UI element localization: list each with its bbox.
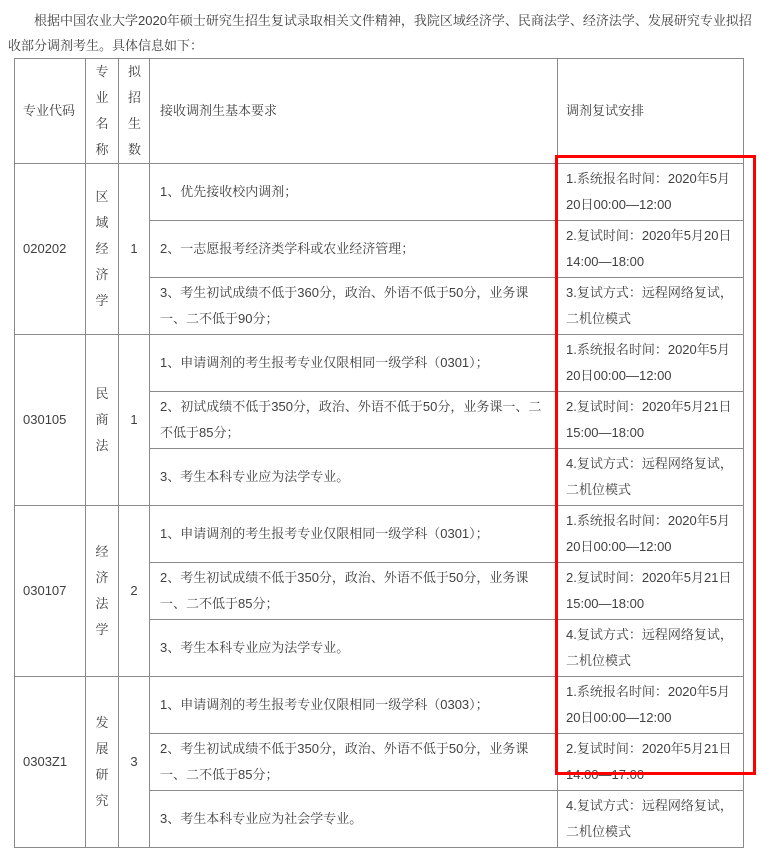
requirement-cell: 1、申请调剂的考生报考专业仅限相同一级学科（0301）；: [150, 335, 558, 392]
col-header-quota: 拟招生数: [119, 59, 150, 164]
major-name-cell: 经济法学: [86, 506, 119, 677]
arrangement-cell: 4.复试方式：远程网络复试，二机位模式: [558, 449, 744, 506]
arrangement-cell: 2.复试时间：2020年5月21日14:00—17:00: [558, 734, 744, 791]
transfer-info-table: [14, 58, 744, 848]
arrangement-cell: 2.复试时间：2020年5月21日15:00—18:00: [558, 392, 744, 449]
requirement-cell: 3、考生初试成绩不低于360分，政治、外语不低于50分，业务课一、二不低于90分；: [150, 278, 558, 335]
col-header-major-code: 专业代码: [15, 59, 86, 164]
arrangement-cell: 1.系统报名时间：2020年5月20日00:00—12:00: [558, 335, 744, 392]
quota-cell: 1: [119, 335, 150, 506]
major-name-cell: 发展研究: [86, 677, 119, 848]
requirement-cell: 3、考生本科专业应为社会学专业。: [150, 791, 558, 848]
major-code-cell: 030105: [15, 335, 86, 506]
arrangement-cell: 4.复试方式：远程网络复试，二机位模式: [558, 620, 744, 677]
arrangement-cell: 1.系统报名时间：2020年5月20日00:00—12:00: [558, 164, 744, 221]
major-code-cell: 020202: [15, 164, 86, 335]
requirement-cell: 1、申请调剂的考生报考专业仅限相同一级学科（0301）；: [150, 506, 558, 563]
requirement-cell: 2、考生初试成绩不低于350分，政治、外语不低于50分，业务课一、二不低于85分；: [150, 563, 558, 620]
arrangement-cell: 2.复试时间：2020年5月21日15:00—18:00: [558, 563, 744, 620]
quota-cell: 3: [119, 677, 150, 848]
major-name-cell: 民商法: [86, 335, 119, 506]
intro-paragraph: 根据中国农业大学2020年硕士研究生招生复试录取相关文件精神，我院区域经济学、民商法学、经济法学、发展研究专业拟招收部分调剂考生。具体信息如下：: [8, 13, 752, 53]
requirement-cell: 1、申请调剂的考生报考专业仅限相同一级学科（0303）；: [150, 677, 558, 734]
arrangement-cell: 3.复试方式：远程网络复试，二机位模式: [558, 278, 744, 335]
arrangement-cell: 1.系统报名时间：2020年5月20日00:00—12:00: [558, 506, 744, 563]
col-header-arrangement: 调剂复试安排: [558, 59, 744, 164]
quota-cell: 2: [119, 506, 150, 677]
major-code-cell: 0303Z1: [15, 677, 86, 848]
requirement-cell: 3、考生本科专业应为法学专业。: [150, 449, 558, 506]
arrangement-cell: 4.复试方式：远程网络复试，二机位模式: [558, 791, 744, 848]
requirement-cell: 2、考生初试成绩不低于350分，政治、外语不低于50分，业务课一、二不低于85分；: [150, 734, 558, 791]
col-header-major-name: 专业名称: [86, 59, 119, 164]
table-row: [15, 335, 744, 392]
table-header-row: [15, 59, 744, 164]
requirement-cell: 2、初试成绩不低于350分，政治、外语不低于50分，业务课一、二不低于85分；: [150, 392, 558, 449]
quota-cell: 1: [119, 164, 150, 335]
arrangement-cell: 1.系统报名时间：2020年5月20日00:00—12:00: [558, 677, 744, 734]
table-row: [15, 506, 744, 563]
requirement-cell: 3、考生本科专业应为法学专业。: [150, 620, 558, 677]
table-row: [15, 677, 744, 734]
major-name-cell: 区域经济学: [86, 164, 119, 335]
major-code-cell: 030107: [15, 506, 86, 677]
col-header-requirements: 接收调剂生基本要求: [150, 59, 558, 164]
table-row: [15, 164, 744, 221]
requirement-cell: 2、一志愿报考经济类学科或农业经济管理；: [150, 221, 558, 278]
requirement-cell: 1、优先接收校内调剂；: [150, 164, 558, 221]
arrangement-cell: 2.复试时间：2020年5月20日14:00—18:00: [558, 221, 744, 278]
